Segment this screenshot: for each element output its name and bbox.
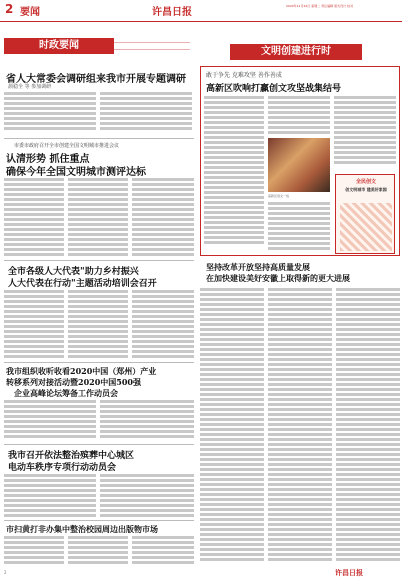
- article-6-body-col2: [68, 536, 128, 566]
- article-5-body-col2: [100, 474, 194, 518]
- article-3-body-col2: [68, 290, 128, 360]
- article-8-body-col3: [336, 288, 400, 564]
- article-7-body-col1: [204, 96, 264, 250]
- page-header: [0, 0, 402, 22]
- footer-logo: 许昌日报: [335, 568, 363, 577]
- divider: [4, 520, 194, 521]
- article-2-subhead: 市委市政府召开全市创建全国文明城市推进会议: [14, 143, 120, 149]
- article-4-body-col2: [100, 400, 194, 440]
- article-2-body-col1: [4, 178, 64, 256]
- badge-subtitle: 创文明城市 建美好家园: [345, 187, 387, 192]
- article-3-headline-line2: 人大代表在行动"主题活动培训会召开: [8, 279, 157, 289]
- divider: [4, 362, 194, 363]
- article-1-headline: 省人大常委会调研组来我市开展专题调研: [6, 74, 186, 85]
- page-number: 2: [5, 2, 14, 16]
- article-8-body-col1: [200, 288, 264, 564]
- article-3-body-col1: [4, 290, 64, 360]
- wenming-badge: [335, 174, 395, 254]
- article-7-kicker: 敢于争先 克难攻坚 善作善成: [206, 72, 282, 79]
- article-7-photo-caption: 高新区创文一线: [268, 194, 290, 198]
- article-1-body-col1: [4, 92, 96, 134]
- article-4-headline: 我市组织收听收看2020中国（郑州）产业: [6, 366, 157, 376]
- article-6-body-col3: [132, 536, 194, 566]
- footer-page-number: 2: [4, 570, 7, 575]
- article-7-body-col2b: [268, 202, 330, 252]
- divider: [4, 444, 194, 445]
- badge-pattern: [340, 203, 392, 251]
- article-5-headline: 我市召开依法整治殡葬中心城区: [8, 451, 135, 461]
- article-4-body-col1: [4, 400, 96, 440]
- article-7-body-col3: [334, 96, 396, 170]
- article-7-body-col2: [268, 96, 330, 136]
- article-2-body-col2: [68, 178, 128, 256]
- masthead: 许昌日报: [152, 7, 192, 18]
- article-1-body-col2: [100, 92, 192, 134]
- badge-title: 全民创文: [355, 179, 376, 185]
- column-banner-decoration: [114, 42, 190, 50]
- article-5-headline-line2: 电动车秩序专项行动动员会: [8, 463, 117, 473]
- divider: [4, 260, 194, 261]
- article-2-body-col3: [132, 178, 194, 256]
- wenming-banner: 文明创建进行时: [230, 44, 362, 60]
- article-6-headline: 市扫黄打非办集中整治校园周边出版物市场: [6, 524, 158, 534]
- article-2-headline-line2: 确保今年全国文明城市测评达标: [6, 167, 146, 178]
- article-2-headline: 认清形势 抓住重点: [6, 154, 90, 165]
- article-8-body-col2: [268, 288, 332, 564]
- section-name: 要闻: [20, 7, 40, 18]
- article-3-body-col3: [132, 290, 194, 360]
- divider: [4, 138, 194, 139]
- article-5-body-col1: [4, 474, 96, 518]
- article-4-headline-line3: 企业高峰论坛筹备工作动员会: [14, 388, 118, 398]
- article-3-headline: 全市各级人大代表"助力乡村振兴: [8, 267, 139, 277]
- article-7-photo: [268, 138, 330, 192]
- article-8-headline: 坚持改革开放坚持高质量发展: [206, 262, 310, 272]
- article-4-headline-line2: 转移系列对接活动暨2020中国500强: [6, 377, 141, 387]
- article-6-body-col1: [4, 536, 64, 566]
- header-rule: [0, 21, 402, 22]
- issue-info: 2020年11月24日 星期二 责任编辑 版式设计 校对: [286, 4, 354, 8]
- article-8-headline-line2: 在加快建设美好安徽上取得新的更大进展: [206, 273, 350, 283]
- column-banner: 时政要闻: [4, 38, 114, 54]
- article-7-headline: 高新区吹响打赢创文攻坚战集结号: [206, 84, 342, 94]
- article-1-subhead: 颉稳全 等 参加调研: [8, 84, 52, 90]
